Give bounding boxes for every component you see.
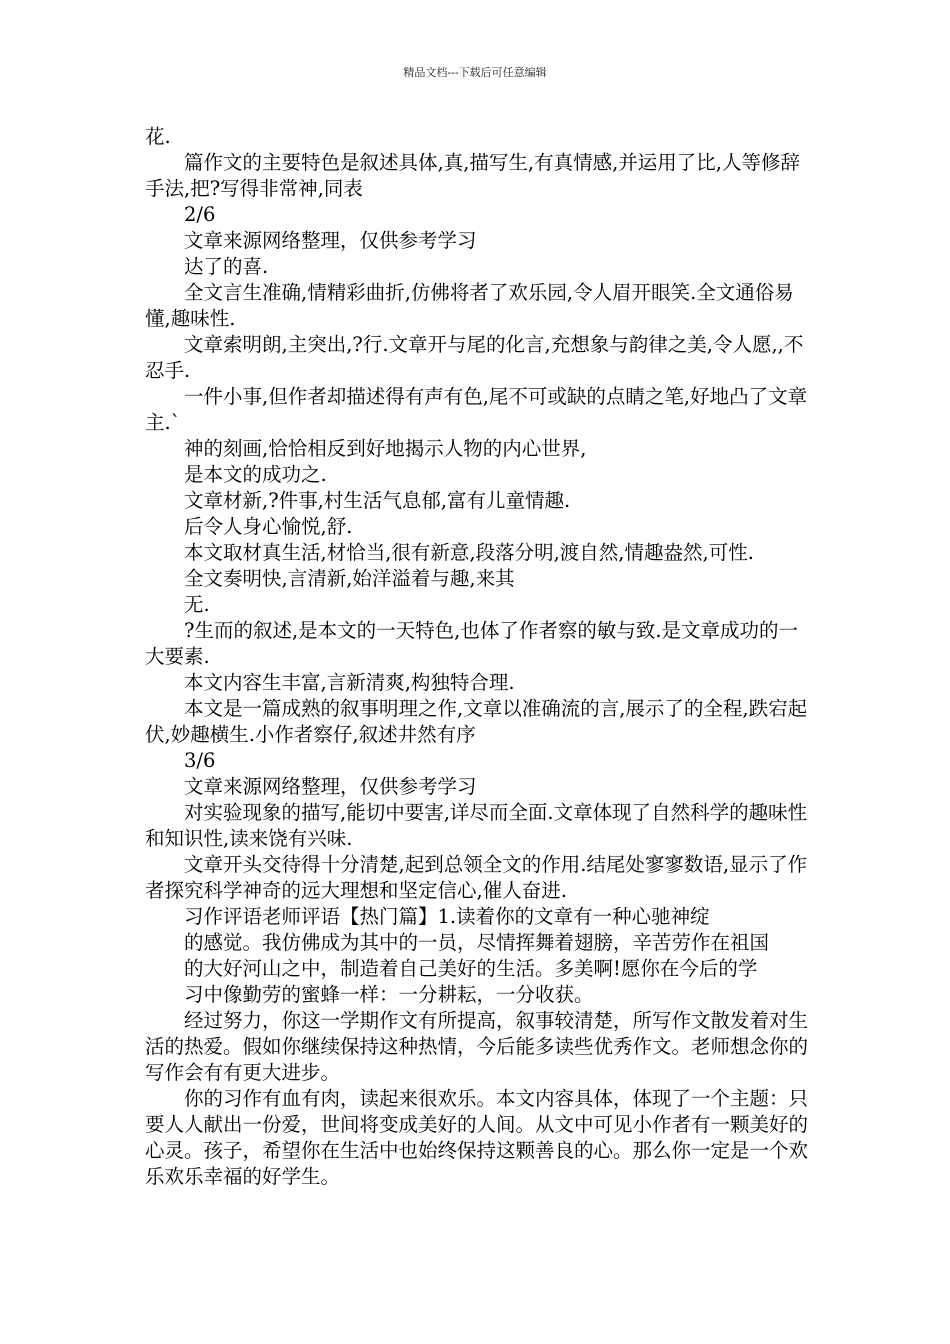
page-header: 精品文档---下载后可任意编辑 [403, 66, 547, 79]
paragraph: 经过努力，你这一学期作文有所提高，叙事较清楚，所写作文散发着对生活的热爱。假如你继续保持这种热情，今后能多读些优秀作文。老师想念你的写作会有有更大进步。 [145, 1009, 809, 1084]
source-note: 文章来源网络整理，仅供参考学习 [184, 229, 477, 252]
paragraph: ?生而的叙述,是本文的一天特色,也体了作者察的敏与致.是文章成功的一大要素. [145, 619, 799, 668]
paragraph: 神的刻画,恰恰相反到好地揭示人物的内心世界, [184, 437, 587, 460]
paragraph: 全文奏明快,言清新,始洋溢着与趣,来其 [184, 567, 515, 590]
paragraph: 全文言生准确,情精彩曲折,仿佛将者了欢乐园,令人眉开眼笑.全文通俗易懂,趣味性. [145, 281, 794, 330]
source-note: 文章来源网络整理，仅供参考学习 [184, 775, 477, 798]
page-number: 2/6 [184, 203, 216, 226]
paragraph: 你的习作有血有肉，读起来很欢乐。本文内容具体，体现了一个主题：只要人人献出一份爱，世间将变成美好的人间。从文中可见小作者有一颗美好的心灵。孩子，希望你在生活中也始终保持这颗善良的心。那么你一定是一个欢乐欢乐幸福的好学生。 [145, 1087, 809, 1188]
paragraph: 是本文的成功之. [184, 463, 327, 486]
paragraph: 篇作文的主要特色是叙述具体,真,描写生,有真情感,并运用了比,人等修辞手法,把?写得非常神,同表 [145, 151, 800, 200]
paragraph: 文章索明朗,主突出,?行.文章开与尾的化言,充想象与韵律之美,令人愿,,不忍手. [145, 333, 804, 382]
paragraph: 习中像勤劳的蜜蜂一样：一分耕耘，一分收获。 [184, 983, 594, 1006]
document-body [145, 124, 813, 1190]
paragraph: 本文是一篇成熟的叙事明理之作,文章以准确流的言,展示了的全程,跌宕起伏,妙趣横生.小作者察仔,叙述井然有序 [145, 697, 808, 746]
paragraph: 本文取材真生活,材恰当,很有新意,段落分明,渡自然,情趣盎然,可性. [184, 541, 754, 564]
paragraph: 一件小事,但作者却描述得有声有色,尾不可或缺的点睛之笔,好地凸了文章主.` [145, 385, 808, 434]
paragraph: 无. [184, 593, 210, 616]
paragraph: 文章材新,?件事,村生活气息郁,富有儿童情趣. [184, 489, 571, 512]
paragraph: 的大好河山之中，制造着自己美好的生活。多美啊!愿你在今后的学 [184, 957, 758, 980]
page-number: 3/6 [184, 749, 216, 772]
paragraph: 习作评语老师评语【热门篇】1.读着你的文章有一种心驰神绽 [184, 905, 710, 928]
paragraph: 的感觉。我仿佛成为其中的一员，尽情挥舞着翅膀，辛苦劳作在祖国 [184, 931, 770, 954]
paragraph: 文章开头交待得十分清楚,起到总领全文的作用.结尾处寥寥数语,显示了作者探究科学神奇的远大理想和坚定信心,催人奋进. [145, 853, 808, 902]
paragraph: 花. [145, 125, 171, 148]
paragraph: 达了的喜. [184, 255, 269, 278]
paragraph: 后令人身心愉悦,舒. [184, 515, 353, 538]
paragraph: 本文内容生丰富,言新清爽,构独特合理. [184, 671, 515, 694]
paragraph: 对实验现象的描写,能切中要害,详尽而全面.文章体现了自然科学的趣味性和知识性,读来饶有兴味. [145, 801, 808, 850]
